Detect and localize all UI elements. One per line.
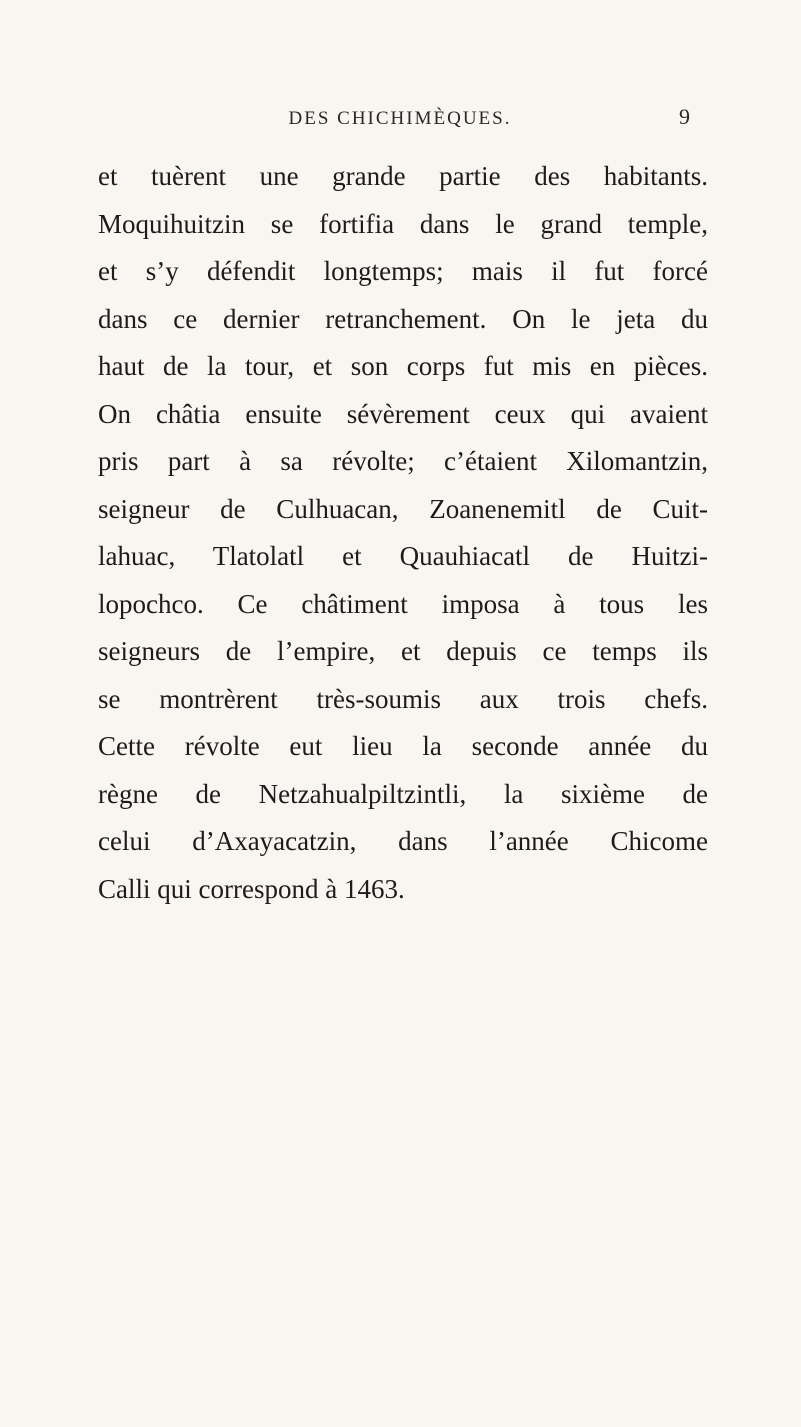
text-line: se montrèrent très-soumis aux trois chefs. <box>98 683 708 714</box>
text-line: pris part à sa révolte; c’étaient Xilomantzin, <box>98 446 708 476</box>
text-line: règne de Netzahualpiltzintli, la sixième de <box>98 778 708 809</box>
page-number: 9 <box>679 104 690 129</box>
running-title: DES CHICHIMÈQUES. <box>288 108 512 129</box>
text-line: dans ce dernier retranchement. On le jeta du <box>98 303 708 334</box>
text-line: et tuèrent une grande partie des habitants. <box>98 161 708 191</box>
body-text <box>98 153 708 913</box>
text-line: lopochco. Ce châtiment imposa à tous les <box>98 588 708 619</box>
text-line: haut de la tour, et son corps fut mis en pièces. <box>98 351 708 381</box>
text-line: seigneur de Culhuacan, Zoanenemitl de Cuit- <box>98 493 708 524</box>
text-line: Cette révolte eut lieu la seconde année du <box>98 731 708 761</box>
text-line: lahuac, Tlatolatl et Quauhiacatl de Huitzi- <box>98 541 708 571</box>
text-line: Moquihuitzin se fortifia dans le grand temple, <box>98 208 708 239</box>
text-line: et s’y défendit longtemps; mais il fut forcé <box>98 256 708 286</box>
running-head <box>100 104 700 134</box>
text-line-last: Calli qui correspond à 1463. <box>98 873 405 904</box>
text-line: celui d’Axayacatzin, dans l’année Chicome <box>98 826 708 856</box>
text-line: On châtia ensuite sévèrement ceux qui avaient <box>98 398 708 429</box>
text-line: seigneurs de l’empire, et depuis ce temps ils <box>98 636 708 666</box>
